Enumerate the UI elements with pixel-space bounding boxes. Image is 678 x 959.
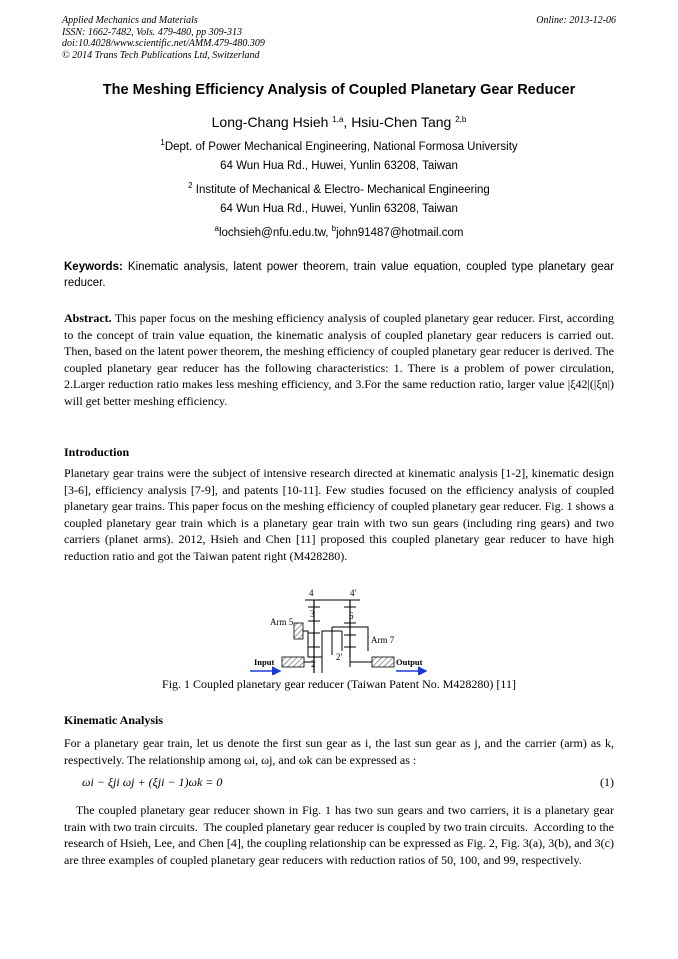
gear-label-3: 3 — [310, 609, 315, 619]
author-2-sup: 2,b — [455, 115, 467, 124]
affiliation-1 — [0, 138, 678, 153]
journal-name: Applied Mechanics and Materials — [62, 15, 198, 26]
affiliation-2 — [0, 181, 678, 196]
input-label: Input — [254, 657, 275, 667]
gear-label-2: 2 — [311, 659, 316, 669]
affiliation-1-address: 64 Wun Hua Rd., Huwei, Yunlin 63208, Taiwan — [220, 160, 458, 172]
equation-1-number: (1) — [600, 775, 614, 789]
affiliation-2-address: 64 Wun Hua Rd., Huwei, Yunlin 63208, Taiwan — [220, 203, 458, 215]
abstract-label: Abstract. — [64, 311, 112, 325]
introduction-heading: Introduction — [64, 445, 130, 459]
online-date: Online: 2013-12-06 — [536, 15, 616, 26]
arm-5-label: Arm 5 — [270, 617, 294, 627]
kinematic-paragraph: For a planetary gear train, let us denote the first sun gear as i, the last sun gear as j, and the carrier (arm) as k, respectively. The relationship among ωi, ωj, and ωk can be expressed as : — [64, 736, 614, 767]
arm-7-label: Arm 7 — [371, 635, 395, 645]
paper-title: The Meshing Efficiency Analysis of Coupled Planetary Gear Reducer — [102, 82, 576, 98]
email-b-sup: b — [331, 224, 337, 233]
author-line — [0, 114, 678, 130]
abstract-paragraph — [64, 310, 614, 409]
copyright-line: © 2014 Trans Tech Publications Ltd, Switzerland — [62, 49, 260, 61]
gear-label-4: 4 — [309, 588, 314, 598]
author-1: Long-Chang Hsieh — [211, 114, 329, 130]
email-b: john91487@hotmail.com — [336, 227, 464, 239]
aff1-text: Dept. of Power Mechanical Engineering, National Formosa University — [164, 141, 518, 153]
kinematic-paragraph-2: The coupled planetary gear reducer shown in Fig. 1 has two sun gears and two carriers, it is a planetary gear train with two train circuits. The coupled planetary gear reducer is coupled by two train circuits. According to the research of Hsieh, Lee, and Chen [4], the coupling relationship can be expressed as Fig. 2, Fig. 3(a), 3(b), and 3(c) are three examples of coupled planetary gear reducers with reduction ratios of 50, 100, and 99, respectively. — [64, 803, 618, 867]
doi-line: doi:10.4028/www.scientific.net/AMM.479-480.309 — [62, 38, 265, 49]
author-1-sup: 1,a — [332, 115, 344, 124]
keywords-paragraph — [64, 260, 614, 291]
keywords-label: Keywords: — [64, 261, 123, 273]
journal-header — [62, 15, 265, 61]
figure-1-diagram — [250, 585, 430, 675]
abstract-text: This paper focus on the meshing efficiency analysis of coupled planetary gear reducer. First, according to the concept of train value equation, the kinematic analysis of coupled planetary gear reducers is carried out. Then, based on the latent power theorem, the meshing efficiency of coupled planetary gear reducer is derived. The coupled planetary gear reducer has the following characteristics: 1. There is a problem of power circulation, 2.Larger reduction ratio makes less meshing efficiency, and 3.For the same reduction ratio, larger value |ξ42|(|ξn|) will get better meshing efficiency. — [64, 311, 614, 408]
email-a-sup: a — [214, 224, 219, 233]
email-a: lochsieh@nfu.edu.tw, — [218, 227, 332, 239]
gear-label-6: 6 — [349, 611, 354, 621]
aff2-text: Institute of Mechanical & Electro- Mechanical Engineering — [192, 184, 490, 196]
issn-line: ISSN: 1662-7482, Vols. 479-480, pp 309-313 — [62, 26, 242, 38]
figure-1-caption: Fig. 1 Coupled planetary gear reducer (Taiwan Patent No. M428280) [11] — [162, 677, 516, 691]
gear-label-4p: 4' — [350, 588, 357, 598]
email-line — [0, 224, 678, 239]
aff1-sup: 1 — [160, 138, 165, 147]
keywords-text: Kinematic analysis, latent power theorem, train value equation, coupled type planetary gear reducer. — [64, 261, 614, 289]
kinematic-heading: Kinematic Analysis — [64, 713, 164, 727]
introduction-paragraph: Planetary gear trains were the subject of intensive research directed at kinematic analysis [1-2], kinematic design [3-6], efficiency analysis [7-9], and patents [10-11]. Few studies focused on the efficiency analysis of coupled planetary gear trains. This paper focus on the meshing efficiency of coupled planetary gear reducer. Fig. 1 shows a coupled planetary gear train which is a planetary gear train with two sun gears (including ring gears) and two carriers (planet arms). 2012, Hsieh and Chen [11] proposed this coupled planetary gear reducer to have high reduction ratio and got the Taiwan patent right (M428280). — [64, 466, 614, 563]
output-label: Output — [396, 657, 423, 667]
author-separator: , — [343, 114, 352, 130]
author-2: Hsiu-Chen Tang — [351, 114, 452, 130]
equation-1: ωi − ξji ωj + (ξji − 1)ωk = 0 — [82, 775, 223, 789]
gear-label-2p: 2' — [336, 652, 343, 662]
aff2-sup: 2 — [188, 181, 193, 190]
